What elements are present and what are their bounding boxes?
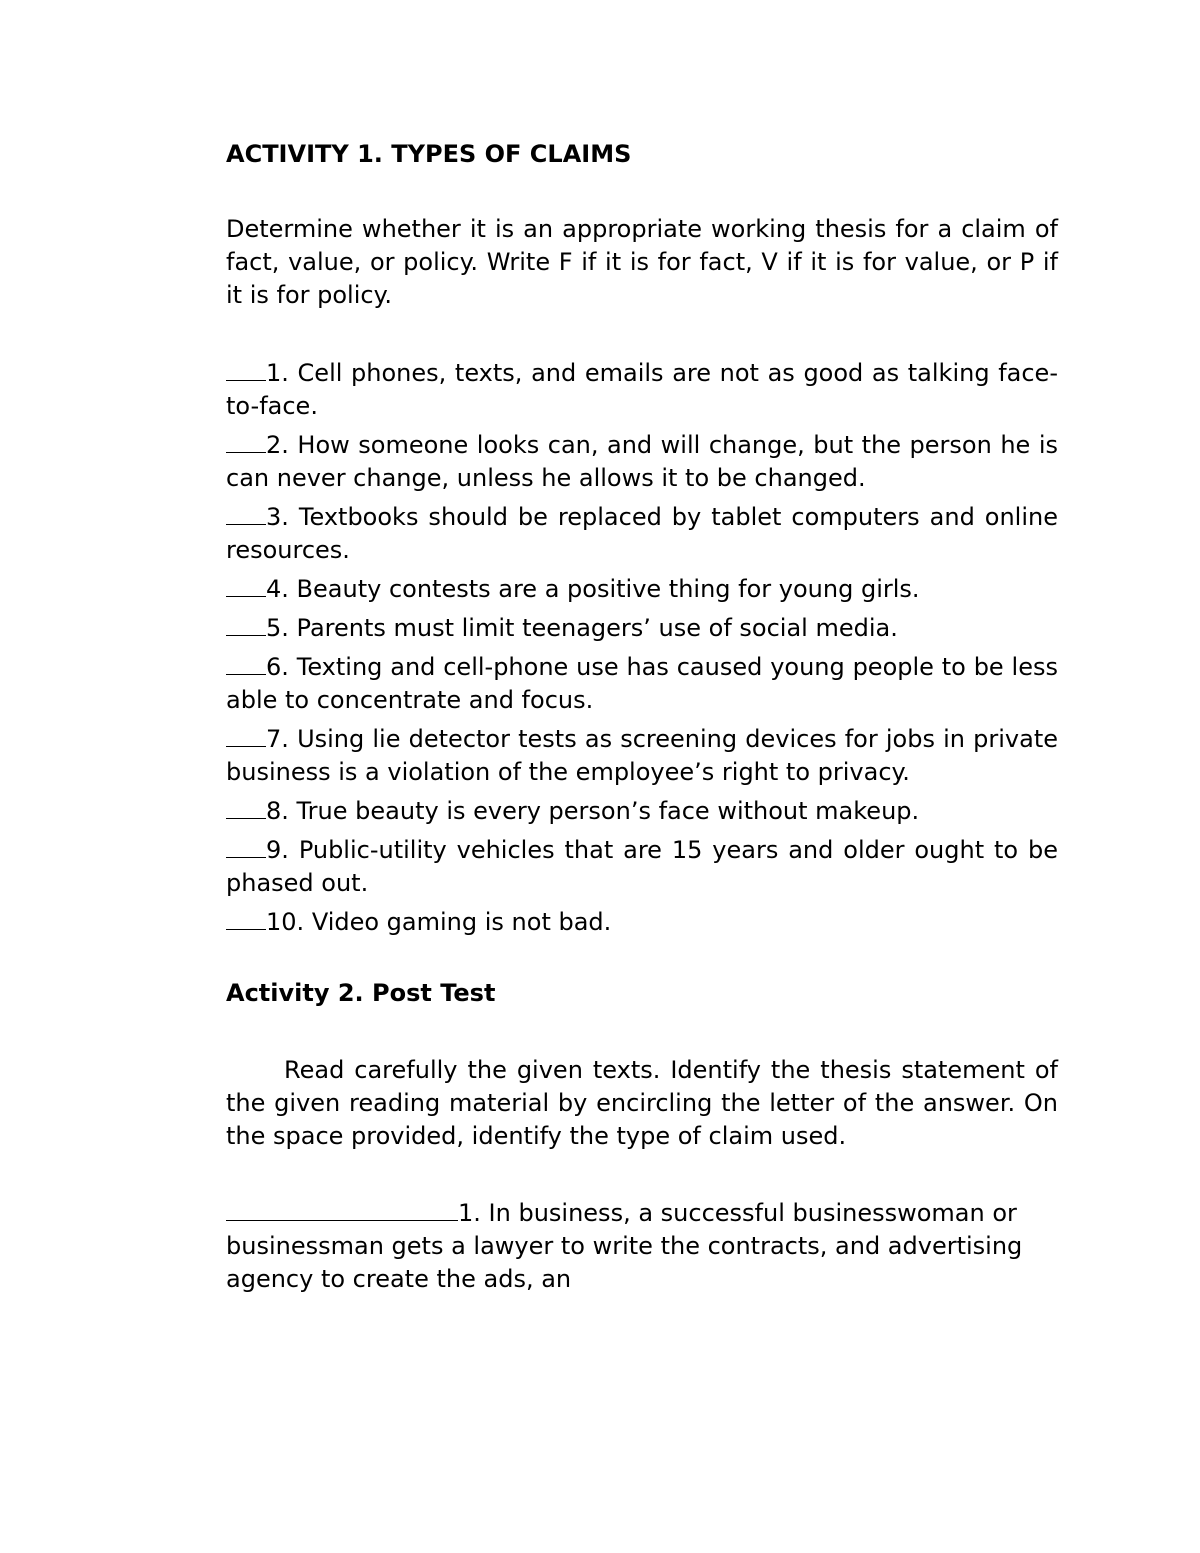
list-item <box>226 906 1058 939</box>
activity1-item-list <box>226 357 1058 939</box>
list-item <box>226 612 1058 645</box>
answer-blank[interactable] <box>226 726 266 747</box>
item-number: 9. <box>266 836 289 864</box>
item-text: True beauty is every person’s face without makeup. <box>296 797 920 825</box>
list-item <box>226 357 1058 423</box>
item-text: Textbooks should be replaced by tablet computers and online resources. <box>226 503 1058 564</box>
activity1-heading: ACTIVITY 1. TYPES OF CLAIMS <box>226 140 632 168</box>
list-item <box>226 723 1058 789</box>
answer-blank[interactable] <box>226 504 266 525</box>
item-text: Cell phones, texts, and emails are not as good as talking face-to-face. <box>226 359 1058 420</box>
item-number: 7. <box>266 725 289 753</box>
list-item <box>226 501 1058 567</box>
item-text: How someone looks can, and will change, but the person he is can never change, unless he allows it to be changed. <box>226 431 1058 492</box>
item-text: Video gaming is not bad. <box>311 908 612 936</box>
list-item <box>226 651 1058 717</box>
item-number: 5. <box>266 614 289 642</box>
item-text: Public-utility vehicles that are 15 years and older ought to be phased out. <box>226 836 1059 897</box>
list-item <box>226 429 1058 495</box>
list-item <box>226 795 1058 828</box>
answer-blank[interactable] <box>226 909 266 930</box>
answer-blank[interactable] <box>226 798 266 819</box>
answer-blank[interactable] <box>226 576 266 597</box>
activity2-heading: Activity 2. Post Test <box>226 979 496 1007</box>
activity2-question-1 <box>226 1197 1058 1296</box>
activity2-instruction: Read carefully the given texts. Identify the thesis statement of the given reading material by encircling the letter of the answer. On the space provided, identify the type of claim used. <box>226 1056 1058 1150</box>
list-item <box>226 834 1058 900</box>
answer-blank-long[interactable] <box>226 1200 458 1221</box>
item-text: Parents must limit teenagers’ use of social media. <box>296 614 898 642</box>
answer-blank[interactable] <box>226 432 266 453</box>
question-number: 1. <box>458 1199 481 1227</box>
answer-blank[interactable] <box>226 360 266 381</box>
answer-blank[interactable] <box>226 654 266 675</box>
answer-blank[interactable] <box>226 837 266 858</box>
item-number: 6. <box>266 653 289 681</box>
item-text: Texting and cell-phone use has caused young people to be less able to concentrate and focus. <box>226 653 1058 714</box>
item-text: Using lie detector tests as screening devices for jobs in private business is a violation of the employee’s right to privacy. <box>226 725 1058 786</box>
item-number: 1. <box>266 359 289 387</box>
item-number: 8. <box>266 797 289 825</box>
document-content <box>226 138 1058 1320</box>
list-item <box>226 573 1058 606</box>
question-text: In business, a successful businesswoman or businessman gets a lawyer to write the contracts, and advertising agency to create the ads, an <box>226 1199 1023 1293</box>
answer-blank[interactable] <box>226 615 266 636</box>
item-text: Beauty contests are a positive thing for young girls. <box>296 575 920 603</box>
item-number: 10. <box>266 908 305 936</box>
activity1-instruction: Determine whether it is an appropriate working thesis for a claim of fact, value, or policy. Write F if it is for fact, V if it is for value, or P if it is for policy. <box>226 215 1058 309</box>
item-number: 4. <box>266 575 289 603</box>
item-number: 3. <box>266 503 289 531</box>
item-number: 2. <box>266 431 289 459</box>
